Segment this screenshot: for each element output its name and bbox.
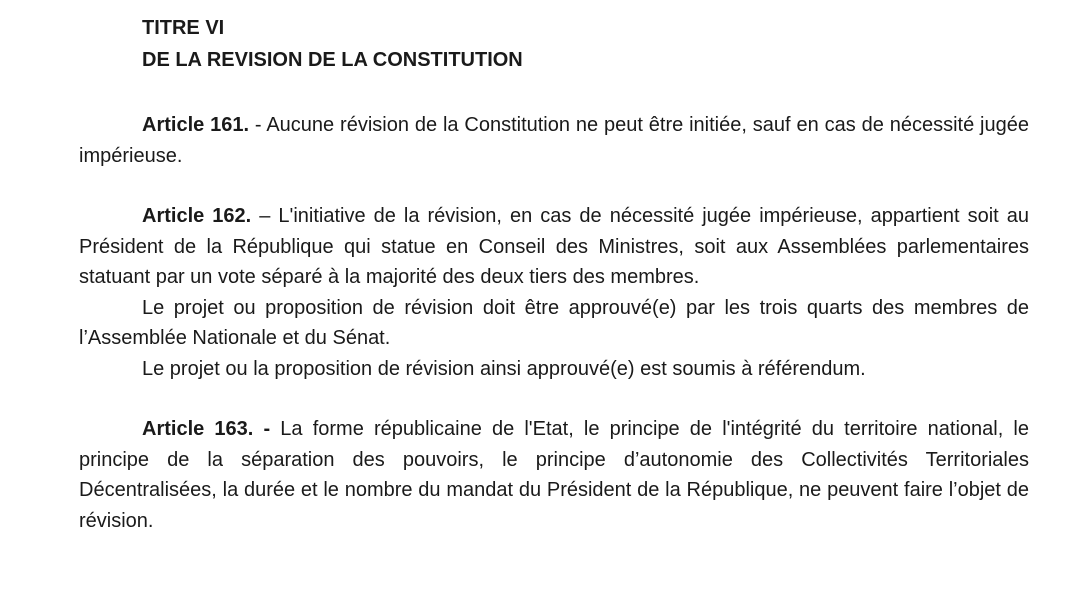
article-162-text-3: Le projet ou la proposition de révision ainsi approuvé(e) est soumis à référendum. (142, 357, 866, 380)
article-163-label: Article 163. - (142, 418, 271, 440)
article-163-text-1: La forme républicaine de l'Etat, le principe de l'intégrité du territoire national, le principe de la séparation des pouvoirs, le principe d’autonomie des Collectivités Territoriales Décentralisées, la durée et le nombre du mandat du Président de la République, ne peuvent faire l’objet de révision. (79, 418, 1029, 532)
article-162-label: Article 162. (142, 205, 252, 227)
title-block (79, 12, 1029, 76)
title-subheading: DE LA REVISION DE LA CONSTITUTION (142, 49, 523, 71)
article-162-paragraph-2 (79, 293, 1029, 354)
article-161 (79, 110, 1029, 171)
document-page (79, 12, 1029, 536)
title-heading: TITRE VI (142, 17, 225, 39)
article-163-paragraph-1 (79, 414, 1029, 536)
article-161-paragraph-1 (79, 110, 1029, 171)
article-161-label: Article 161. (142, 114, 250, 136)
article-162-paragraph-1 (79, 201, 1029, 293)
article-162-text-2: Le projet ou proposition de révision doit être approuvé(e) par les trois quarts des membres de l’Assemblée Nationale et du Sénat. (79, 296, 1029, 349)
article-162-paragraph-3 (79, 354, 1029, 385)
article-163 (79, 414, 1029, 536)
article-161-text-1: - Aucune révision de la Constitution ne peut être initiée, sauf en cas de nécessité jugée impérieuse. (79, 114, 1029, 167)
article-162-text-1: – L'initiative de la révision, en cas de nécessité jugée impérieuse, appartient soit au Président de la République qui statue en Conseil des Ministres, soit aux Assemblées parlementaires statuant par un vote séparé à la majorité des deux tiers des membres. (79, 205, 1029, 288)
article-162 (79, 201, 1029, 384)
